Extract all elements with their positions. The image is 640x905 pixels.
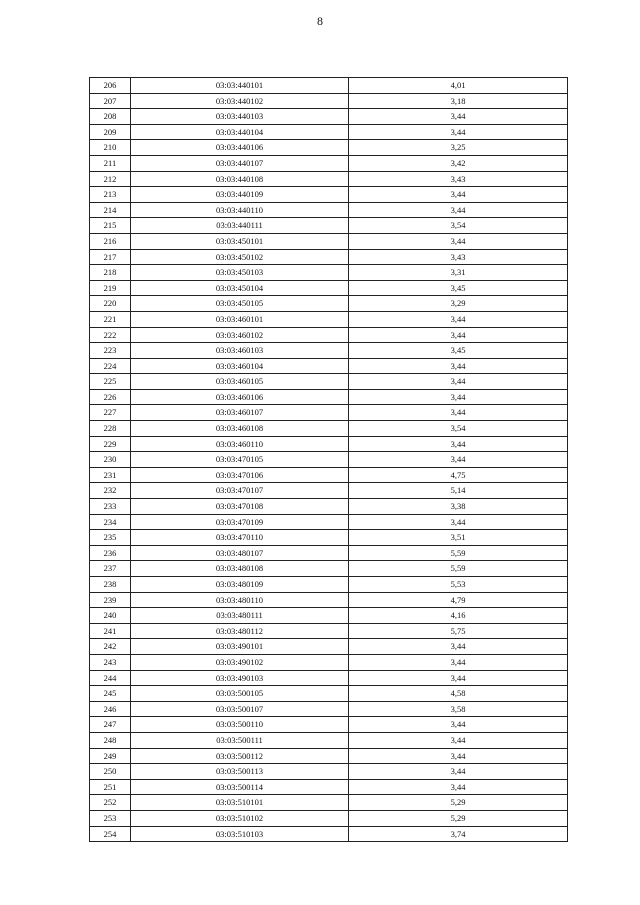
cadastral-number-cell: 03:03:500105: [131, 686, 349, 702]
value-cell: 3,25: [349, 140, 568, 156]
row-number-cell: 219: [90, 280, 131, 296]
table-row: [90, 701, 568, 717]
row-number-cell: 228: [90, 421, 131, 437]
row-number-cell: 246: [90, 701, 131, 717]
row-number-cell: 250: [90, 764, 131, 780]
value-cell: 3,44: [349, 764, 568, 780]
cadastral-number-cell: 03:03:470110: [131, 530, 349, 546]
cadastral-number-cell: 03:03:480110: [131, 592, 349, 608]
row-number-cell: 226: [90, 389, 131, 405]
value-cell: 3,44: [349, 187, 568, 203]
table-row: [90, 577, 568, 593]
row-number-cell: 215: [90, 218, 131, 234]
table-row: [90, 810, 568, 826]
row-number-cell: 206: [90, 78, 131, 94]
table-row: [90, 187, 568, 203]
value-cell: 3,58: [349, 701, 568, 717]
table-row: [90, 405, 568, 421]
table-row: [90, 436, 568, 452]
row-number-cell: 209: [90, 124, 131, 140]
table-row: [90, 78, 568, 94]
table-row: [90, 124, 568, 140]
cadastral-number-cell: 03:03:490101: [131, 639, 349, 655]
cadastral-number-cell: 03:03:510102: [131, 810, 349, 826]
value-cell: 5,75: [349, 623, 568, 639]
row-number-cell: 235: [90, 530, 131, 546]
cadastral-number-cell: 03:03:460110: [131, 436, 349, 452]
cadastral-number-cell: 03:03:450101: [131, 233, 349, 249]
value-cell: 3,43: [349, 249, 568, 265]
value-cell: 3,51: [349, 530, 568, 546]
row-number-cell: 240: [90, 608, 131, 624]
value-cell: 3,44: [349, 311, 568, 327]
value-cell: 3,44: [349, 358, 568, 374]
value-cell: 3,44: [349, 670, 568, 686]
table-row: [90, 171, 568, 187]
table-row: [90, 639, 568, 655]
row-number-cell: 210: [90, 140, 131, 156]
table-row: [90, 608, 568, 624]
row-number-cell: 253: [90, 810, 131, 826]
row-number-cell: 229: [90, 436, 131, 452]
cadastral-number-cell: 03:03:460102: [131, 327, 349, 343]
value-cell: 3,44: [349, 327, 568, 343]
value-cell: 3,44: [349, 654, 568, 670]
table-row: [90, 717, 568, 733]
cadastral-number-cell: 03:03:480107: [131, 545, 349, 561]
page-number: 8: [317, 14, 323, 28]
value-cell: 4,16: [349, 608, 568, 624]
value-cell: 3,54: [349, 218, 568, 234]
value-cell: 3,42: [349, 155, 568, 171]
row-number-cell: 254: [90, 826, 131, 842]
cadastral-number-cell: 03:03:470109: [131, 514, 349, 530]
value-cell: 3,31: [349, 265, 568, 281]
value-cell: 5,29: [349, 810, 568, 826]
table-row: [90, 280, 568, 296]
cadastral-number-cell: 03:03:500112: [131, 748, 349, 764]
cadastral-number-cell: 03:03:440106: [131, 140, 349, 156]
row-number-cell: 211: [90, 155, 131, 171]
cadastral-number-cell: 03:03:440103: [131, 109, 349, 125]
table-row: [90, 140, 568, 156]
cadastral-number-cell: 03:03:440108: [131, 171, 349, 187]
value-cell: 3,44: [349, 452, 568, 468]
data-table: [89, 77, 568, 842]
table-row: [90, 327, 568, 343]
value-cell: 3,44: [349, 639, 568, 655]
table-row: [90, 265, 568, 281]
row-number-cell: 216: [90, 233, 131, 249]
cadastral-number-cell: 03:03:440102: [131, 93, 349, 109]
table-row: [90, 499, 568, 515]
table-row: [90, 155, 568, 171]
cadastral-number-cell: 03:03:450102: [131, 249, 349, 265]
value-cell: 3,44: [349, 405, 568, 421]
table-row: [90, 686, 568, 702]
cadastral-number-cell: 03:03:500111: [131, 732, 349, 748]
table-row: [90, 748, 568, 764]
row-number-cell: 208: [90, 109, 131, 125]
table-row: [90, 202, 568, 218]
row-number-cell: 247: [90, 717, 131, 733]
row-number-cell: 218: [90, 265, 131, 281]
cadastral-number-cell: 03:03:450104: [131, 280, 349, 296]
cadastral-number-cell: 03:03:440109: [131, 187, 349, 203]
table-row: [90, 374, 568, 390]
row-number-cell: 225: [90, 374, 131, 390]
value-cell: 3,44: [349, 717, 568, 733]
cadastral-number-cell: 03:03:500110: [131, 717, 349, 733]
value-cell: 3,44: [349, 436, 568, 452]
value-cell: 4,01: [349, 78, 568, 94]
cadastral-number-cell: 03:03:450103: [131, 265, 349, 281]
value-cell: 3,43: [349, 171, 568, 187]
cadastral-number-cell: 03:03:440107: [131, 155, 349, 171]
table-row: [90, 358, 568, 374]
row-number-cell: 241: [90, 623, 131, 639]
row-number-cell: 249: [90, 748, 131, 764]
value-cell: 3,44: [349, 124, 568, 140]
cadastral-number-cell: 03:03:460107: [131, 405, 349, 421]
value-cell: 3,44: [349, 779, 568, 795]
row-number-cell: 252: [90, 795, 131, 811]
table-body: [90, 78, 568, 842]
cadastral-number-cell: 03:03:440111: [131, 218, 349, 234]
cadastral-number-cell: 03:03:440104: [131, 124, 349, 140]
value-cell: 3,44: [349, 732, 568, 748]
row-number-cell: 238: [90, 577, 131, 593]
value-cell: 3,38: [349, 499, 568, 515]
cadastral-number-cell: 03:03:510101: [131, 795, 349, 811]
value-cell: 4,75: [349, 467, 568, 483]
value-cell: 4,58: [349, 686, 568, 702]
value-cell: 3,44: [349, 233, 568, 249]
row-number-cell: 212: [90, 171, 131, 187]
row-number-cell: 221: [90, 311, 131, 327]
table-row: [90, 623, 568, 639]
cadastral-number-cell: 03:03:490103: [131, 670, 349, 686]
row-number-cell: 214: [90, 202, 131, 218]
cadastral-number-cell: 03:03:470106: [131, 467, 349, 483]
cadastral-number-cell: 03:03:460106: [131, 389, 349, 405]
row-number-cell: 242: [90, 639, 131, 655]
table-row: [90, 93, 568, 109]
cadastral-number-cell: 03:03:500114: [131, 779, 349, 795]
row-number-cell: 232: [90, 483, 131, 499]
value-cell: 3,44: [349, 109, 568, 125]
table-row: [90, 249, 568, 265]
table-row: [90, 545, 568, 561]
row-number-cell: 244: [90, 670, 131, 686]
value-cell: 3,44: [349, 374, 568, 390]
row-number-cell: 234: [90, 514, 131, 530]
value-cell: 4,79: [349, 592, 568, 608]
row-number-cell: 239: [90, 592, 131, 608]
value-cell: 3,18: [349, 93, 568, 109]
table-row: [90, 654, 568, 670]
table-row: [90, 779, 568, 795]
table-row: [90, 233, 568, 249]
cadastral-number-cell: 03:03:510103: [131, 826, 349, 842]
value-cell: 5,59: [349, 561, 568, 577]
row-number-cell: 223: [90, 343, 131, 359]
row-number-cell: 207: [90, 93, 131, 109]
value-cell: 3,45: [349, 343, 568, 359]
row-number-cell: 236: [90, 545, 131, 561]
cadastral-number-cell: 03:03:460101: [131, 311, 349, 327]
cadastral-number-cell: 03:03:490102: [131, 654, 349, 670]
value-cell: 5,14: [349, 483, 568, 499]
table-row: [90, 296, 568, 312]
table-row: [90, 389, 568, 405]
table-row: [90, 670, 568, 686]
cadastral-number-cell: 03:03:500113: [131, 764, 349, 780]
cadastral-number-cell: 03:03:500107: [131, 701, 349, 717]
cadastral-number-cell: 03:03:470105: [131, 452, 349, 468]
value-cell: 3,74: [349, 826, 568, 842]
table-row: [90, 732, 568, 748]
table-row: [90, 343, 568, 359]
row-number-cell: 230: [90, 452, 131, 468]
table-row: [90, 109, 568, 125]
cadastral-number-cell: 03:03:470108: [131, 499, 349, 515]
row-number-cell: 231: [90, 467, 131, 483]
cadastral-number-cell: 03:03:460104: [131, 358, 349, 374]
cadastral-number-cell: 03:03:480112: [131, 623, 349, 639]
row-number-cell: 243: [90, 654, 131, 670]
table-row: [90, 561, 568, 577]
table-row: [90, 421, 568, 437]
value-cell: 3,45: [349, 280, 568, 296]
cadastral-number-cell: 03:03:480111: [131, 608, 349, 624]
value-cell: 3,54: [349, 421, 568, 437]
row-number-cell: 222: [90, 327, 131, 343]
row-number-cell: 220: [90, 296, 131, 312]
value-cell: 5,29: [349, 795, 568, 811]
row-number-cell: 233: [90, 499, 131, 515]
value-cell: 3,44: [349, 202, 568, 218]
table-row: [90, 483, 568, 499]
cadastral-number-cell: 03:03:460108: [131, 421, 349, 437]
value-cell: 5,53: [349, 577, 568, 593]
row-number-cell: 251: [90, 779, 131, 795]
table-row: [90, 592, 568, 608]
value-cell: 3,44: [349, 514, 568, 530]
table-row: [90, 764, 568, 780]
table-row: [90, 452, 568, 468]
row-number-cell: 245: [90, 686, 131, 702]
table-row: [90, 795, 568, 811]
cadastral-number-cell: 03:03:460103: [131, 343, 349, 359]
table-row: [90, 218, 568, 234]
value-cell: 3,44: [349, 748, 568, 764]
cadastral-number-cell: 03:03:480109: [131, 577, 349, 593]
cadastral-number-cell: 03:03:470107: [131, 483, 349, 499]
value-cell: 3,29: [349, 296, 568, 312]
cadastral-number-cell: 03:03:440110: [131, 202, 349, 218]
row-number-cell: 224: [90, 358, 131, 374]
cadastral-number-cell: 03:03:460105: [131, 374, 349, 390]
row-number-cell: 213: [90, 187, 131, 203]
table-row: [90, 467, 568, 483]
table-row: [90, 826, 568, 842]
row-number-cell: 217: [90, 249, 131, 265]
value-cell: 5,59: [349, 545, 568, 561]
row-number-cell: 227: [90, 405, 131, 421]
cadastral-number-cell: 03:03:440101: [131, 78, 349, 94]
table-row: [90, 311, 568, 327]
row-number-cell: 248: [90, 732, 131, 748]
cadastral-number-cell: 03:03:450105: [131, 296, 349, 312]
cadastral-number-cell: 03:03:480108: [131, 561, 349, 577]
value-cell: 3,44: [349, 389, 568, 405]
table-row: [90, 514, 568, 530]
row-number-cell: 237: [90, 561, 131, 577]
table-row: [90, 530, 568, 546]
